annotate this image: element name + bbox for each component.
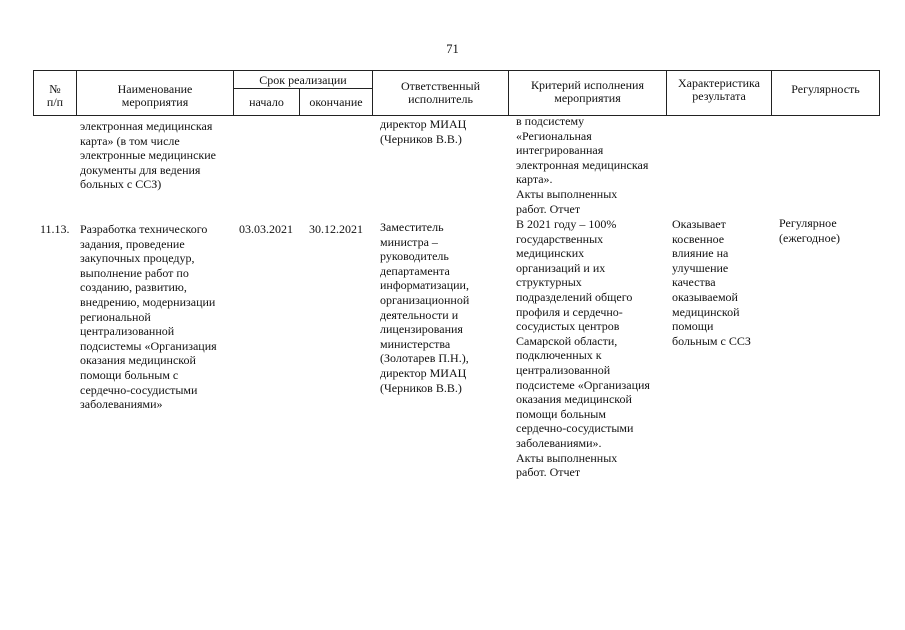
page-number: 71	[446, 42, 459, 56]
header-regularity: Регулярность	[791, 82, 860, 96]
header-name: Наименование мероприятия	[117, 82, 193, 109]
header-end: окончание	[309, 95, 363, 109]
header-start: начало	[249, 95, 284, 109]
cell-end: 30.12.2021	[309, 222, 363, 236]
cell-criterion: В 2021 году – 100% государственных медицинских организаций и их структурных подразделений общего профиля и сердечно- сосудистых центров Самарской области, подключенных к централизованной подсистеме «Организация оказания медицинской помощи больным сердечно-сосудистыми заболеваниями». Акты выполненных работ. Отчет	[516, 217, 650, 480]
header-num: № п/п	[46, 82, 64, 109]
cell-regularity: Регулярное (ежегодное)	[779, 216, 841, 245]
period-divider	[233, 88, 372, 89]
cell-responsible: Заместитель министра – руководитель департамента информатизации, организационной деятельности и лицензирования министерства (Золотарев П.Н.), директор МИАЦ (Черников В.В.)	[380, 220, 470, 395]
cell-name: Разработка технического задания, проведение закупочных процедур, выполнение работ по созданию, развитию, внедрению, модернизации региональной централизованной подсистемы «Организация оказания медицинской помощи больным с сердечно-сосудистыми заболеваниями»	[80, 222, 217, 412]
cell-responsible: директор МИАЦ (Черников В.В.)	[380, 117, 467, 146]
cell-characteristic: Оказывает косвенное влияние на улучшение качества оказываемой медицинской помощи больным с ССЗ	[672, 217, 751, 348]
header-responsible: Ответственный исполнитель	[400, 79, 481, 106]
header-period: Срок реализации	[259, 73, 347, 87]
cell-num: 11.13.	[40, 222, 70, 236]
cell-criterion: в подсистему «Региональная интегрированная электронная медицинская карта». Акты выполненных работ. Отчет	[516, 114, 649, 216]
header-top-border	[33, 70, 880, 71]
header-characteristic: Характеристика результата	[678, 76, 760, 103]
header-bottom-border	[33, 115, 880, 116]
cell-start: 03.03.2021	[239, 222, 293, 236]
cell-name: электронная медицинская карта» (в том числе электронные медицинские документы для ведения больных с ССЗ)	[80, 119, 217, 192]
col-border	[879, 70, 880, 116]
header-criterion: Критерий исполнения мероприятия	[531, 78, 644, 105]
